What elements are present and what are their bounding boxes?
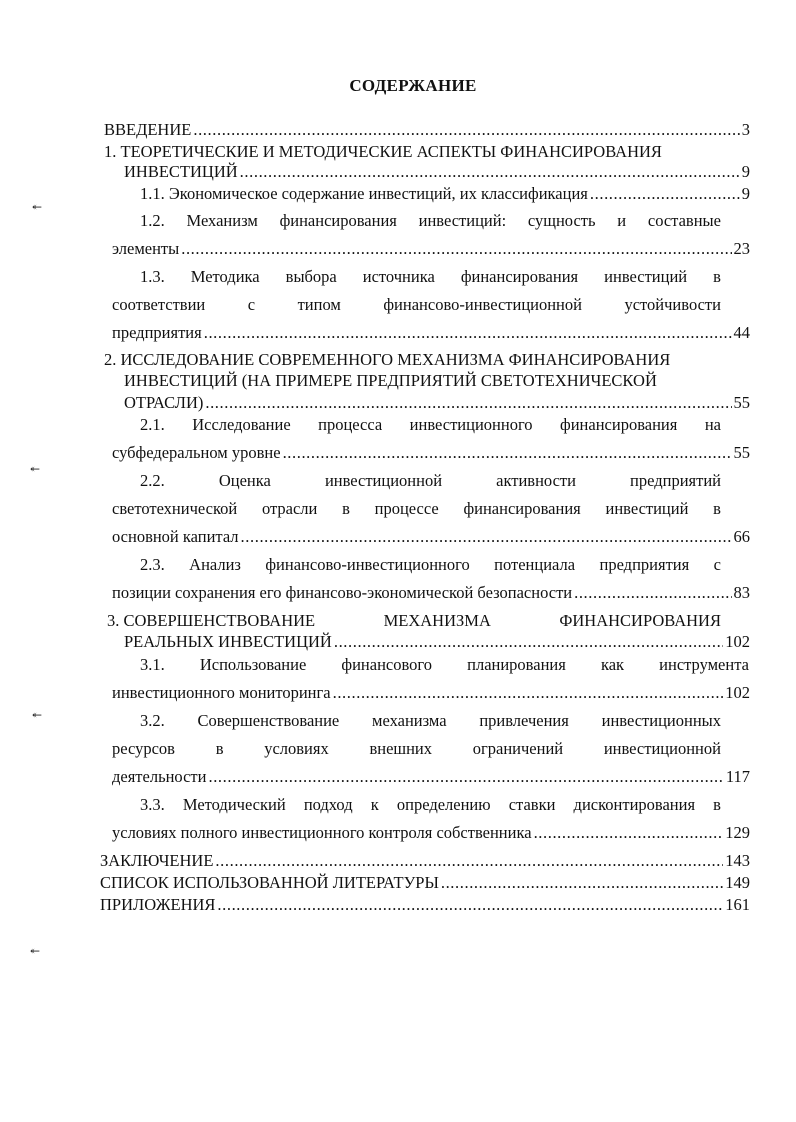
- toc-s3-3-line2[interactable]: [112, 823, 750, 843]
- leader-dots: [215, 851, 723, 871]
- word: в: [342, 499, 350, 518]
- word: типом: [297, 295, 341, 314]
- word: с: [247, 295, 256, 314]
- margin-speck: ↞: [30, 462, 41, 476]
- word: в: [713, 499, 721, 518]
- page-title: СОДЕРЖАНИЕ: [349, 76, 477, 95]
- word: инвестиционных: [601, 711, 721, 730]
- word: к: [370, 795, 379, 814]
- word: предприятий: [630, 471, 721, 490]
- leader-dots: [205, 393, 731, 413]
- word: и: [617, 211, 627, 230]
- word: Совершенствование: [197, 711, 340, 730]
- word: привлечения: [479, 711, 569, 730]
- word: с: [713, 555, 721, 574]
- leader-dots: [441, 873, 723, 893]
- word: как: [600, 655, 625, 674]
- toc-s1-3-line2[interactable]: [112, 295, 721, 315]
- toc-s3-3-page: 129: [725, 823, 750, 842]
- toc-s1-1-page: 9: [741, 184, 750, 203]
- toc-s3-1-text-2: инвестиционного мониторинга: [112, 683, 331, 702]
- toc-ch2-text: 2. ИССЛЕДОВАНИЕ СОВРЕМЕННОГО МЕХАНИЗМА ФИНАНСИРОВАНИЯ: [104, 350, 671, 369]
- word: условиях: [264, 739, 329, 758]
- toc-s2-3-line2[interactable]: [112, 583, 750, 603]
- word: активности: [496, 471, 576, 490]
- toc-s2-1-line1[interactable]: [140, 415, 721, 435]
- word: финансового: [341, 655, 433, 674]
- word: Использование: [199, 655, 307, 674]
- leader-dots: [333, 683, 724, 703]
- leader-dots: [241, 527, 732, 547]
- word: финансово-инвестиционного: [265, 555, 470, 574]
- toc-s3-1-line2[interactable]: [112, 683, 750, 703]
- toc-ch2-text-3: ОТРАСЛИ): [124, 393, 204, 412]
- margin-speck: ↞: [32, 708, 43, 722]
- word: выбора: [285, 267, 337, 286]
- toc-ch2-line1[interactable]: [104, 350, 744, 370]
- word: инвестиционной: [603, 739, 721, 758]
- toc-s3-2-line3[interactable]: [112, 767, 750, 787]
- toc-ch1-text-2: ИНВЕСТИЦИЙ: [124, 162, 238, 181]
- word: 2.3.: [140, 555, 165, 574]
- leader-dots: [204, 323, 732, 343]
- toc-s3-2-line1[interactable]: [140, 711, 721, 731]
- toc-ch2-text-2: ИНВЕСТИЦИЙ (НА ПРИМЕРЕ ПРЕДПРИЯТИЙ СВЕТОТЕХНИЧЕСКОЙ: [124, 371, 657, 390]
- word: 2.1.: [140, 415, 165, 434]
- toc-s3-1-page: 102: [725, 683, 750, 702]
- toc-ch1-text: 1. ТЕОРЕТИЧЕСКИЕ И МЕТОДИЧЕСКИЕ АСПЕКТЫ ФИНАНСИРОВАНИЯ: [104, 142, 662, 161]
- word: ставки: [508, 795, 556, 814]
- word: ресурсов: [112, 739, 175, 758]
- toc-ch2-line3[interactable]: [124, 393, 750, 413]
- word: инвестиций: [605, 499, 689, 518]
- word: Исследование: [192, 415, 291, 434]
- toc-s3-3-line1[interactable]: [140, 795, 721, 815]
- word: соответствии: [112, 295, 206, 314]
- leader-dots: [283, 443, 732, 463]
- word: финансирования: [279, 211, 397, 230]
- word: отрасли: [261, 499, 318, 518]
- word: 3.2.: [140, 711, 165, 730]
- word: сущность: [527, 211, 596, 230]
- word: инвестиционного: [409, 415, 533, 434]
- toc-ch3-line2[interactable]: [124, 632, 750, 652]
- toc-appendix-page: 161: [725, 895, 750, 914]
- toc-s2-2-line2[interactable]: [112, 499, 721, 519]
- toc-appendix-text: ПРИЛОЖЕНИЯ: [100, 895, 216, 914]
- word: механизма: [372, 711, 447, 730]
- word: 2.2.: [140, 471, 165, 490]
- toc-s1-3-page: 44: [733, 323, 750, 342]
- toc-ch1-page: 9: [741, 162, 750, 181]
- toc-references-text: СПИСОК ИСПОЛЬЗОВАННОЙ ЛИТЕРАТУРЫ: [100, 873, 439, 892]
- toc-s3-2-line2[interactable]: [112, 739, 721, 759]
- leader-dots: [181, 239, 731, 259]
- toc-appendix[interactable]: [100, 895, 750, 915]
- toc-s1-3-line3[interactable]: [112, 323, 750, 343]
- toc-s1-2-line1[interactable]: [140, 211, 721, 231]
- toc-ch2-page: 55: [733, 393, 750, 412]
- toc-ch1-line1[interactable]: [104, 142, 744, 162]
- toc-s2-1-text-2: субфедеральном уровне: [112, 443, 281, 462]
- toc-s2-2-text-3: основной капитал: [112, 527, 239, 546]
- leader-dots: [240, 162, 740, 182]
- word: 3. СОВЕРШЕНСТВОВАНИЕ: [107, 611, 316, 630]
- toc-references[interactable]: [100, 873, 750, 893]
- word: процесса: [318, 415, 383, 434]
- toc-conclusion[interactable]: [100, 851, 750, 871]
- word: потенциала: [494, 555, 576, 574]
- word: определению: [396, 795, 491, 814]
- leader-dots: [217, 895, 723, 915]
- leader-dots: [208, 767, 723, 787]
- toc-s2-3-page: 83: [733, 583, 750, 602]
- word: 1.3.: [140, 267, 165, 286]
- word: инвестиционной: [324, 471, 443, 490]
- leader-dots: [534, 823, 724, 843]
- word: Методический: [182, 795, 286, 814]
- word: предприятия: [599, 555, 690, 574]
- word: Анализ: [189, 555, 241, 574]
- toc-intro-text: ВВЕДЕНИЕ: [104, 120, 192, 139]
- word: в: [713, 267, 721, 286]
- margin-speck: ↞: [30, 944, 41, 958]
- word: инвестиций:: [418, 211, 507, 230]
- toc-s2-1-line2[interactable]: [112, 443, 750, 463]
- word: Методика: [190, 267, 260, 286]
- toc-ch1-line2[interactable]: [124, 162, 750, 182]
- word: ФИНАНСИРОВАНИЯ: [559, 611, 721, 630]
- toc-s1-2-page: 23: [733, 239, 750, 258]
- word: дисконтирования: [573, 795, 696, 814]
- toc-ch3-text-2: РЕАЛЬНЫХ ИНВЕСТИЦИЙ: [124, 632, 332, 651]
- toc-conclusion-text: ЗАКЛЮЧЕНИЕ: [100, 851, 214, 870]
- toc-intro-page: 3: [741, 120, 750, 139]
- toc-s2-2-line1[interactable]: [140, 471, 721, 491]
- toc-s1-1-text: 1.1. Экономическое содержание инвестиций, их классификация: [140, 184, 588, 203]
- toc-s2-2-line3[interactable]: [112, 527, 750, 547]
- word: источника: [362, 267, 435, 286]
- toc-s3-2-text-3: деятельности: [112, 767, 207, 786]
- word: инвестиций: [604, 267, 688, 286]
- leader-dots: [590, 184, 740, 204]
- toc-s1-1[interactable]: [140, 184, 750, 204]
- margin-speck: ↞: [32, 200, 43, 214]
- toc-s1-2-text-2: элементы: [112, 239, 180, 258]
- word: в: [215, 739, 224, 758]
- word: финансирования: [463, 499, 581, 518]
- word: 1.2.: [140, 211, 165, 230]
- leader-dots: [193, 120, 739, 140]
- word: на: [704, 415, 721, 434]
- toc-s1-3-text-3: предприятия: [112, 323, 202, 342]
- toc-s2-1-page: 55: [733, 443, 750, 462]
- toc-s1-2-line2[interactable]: [112, 239, 750, 259]
- word: в: [713, 795, 721, 814]
- word: составные: [647, 211, 721, 230]
- toc-s1-3-line1[interactable]: [140, 267, 721, 287]
- word: 3.3.: [140, 795, 165, 814]
- toc-conclusion-page: 143: [725, 851, 750, 870]
- word: финансирования: [560, 415, 678, 434]
- toc-intro[interactable]: [104, 120, 750, 140]
- word: финансово-инвестиционной: [383, 295, 582, 314]
- word: устойчивости: [624, 295, 721, 314]
- word: финансирования: [460, 267, 579, 286]
- word: МЕХАНИЗМА: [383, 611, 491, 630]
- toc-s2-3-line1[interactable]: [140, 555, 721, 575]
- toc-s3-2-page: 117: [725, 767, 750, 786]
- toc-s2-2-page: 66: [733, 527, 750, 546]
- word: внешних: [369, 739, 433, 758]
- toc-ch3-line1[interactable]: [107, 611, 721, 631]
- word: планирования: [467, 655, 566, 674]
- toc-ch2-line2[interactable]: [124, 371, 744, 391]
- word: инструмента: [659, 655, 749, 674]
- toc-s2-3-text-2: позиции сохранения его финансово-экономической безопасности: [112, 583, 573, 602]
- word: светотехнической: [112, 499, 238, 518]
- word: Механизм: [186, 211, 258, 230]
- word: ограничений: [472, 739, 564, 758]
- word: процессе: [374, 499, 439, 518]
- toc-s3-3-text-2: условиях полного инвестиционного контроля собственника: [112, 823, 532, 842]
- word: 3.1.: [140, 655, 165, 674]
- leader-dots: [574, 583, 731, 603]
- toc-s3-1-line1[interactable]: [140, 655, 749, 675]
- toc-ch3-page: 102: [725, 632, 750, 651]
- word: Оценка: [218, 471, 271, 490]
- word: подход: [303, 795, 353, 814]
- leader-dots: [334, 632, 723, 652]
- toc-references-page: 149: [725, 873, 750, 892]
